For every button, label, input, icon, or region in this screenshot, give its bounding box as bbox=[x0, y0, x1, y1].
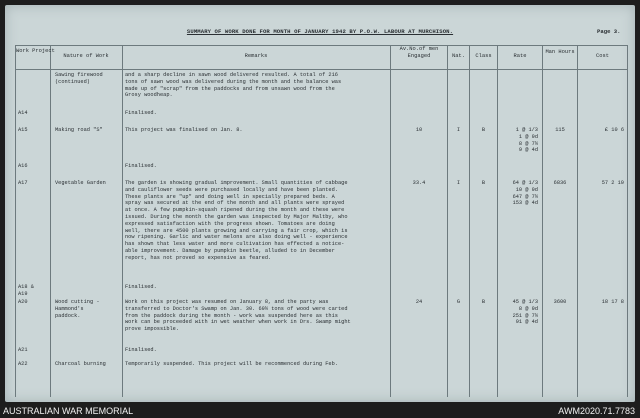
row-rate-line: 1 @ 1/3 bbox=[515, 127, 538, 133]
table-right-border bbox=[627, 45, 628, 397]
row-project-id: A16 bbox=[18, 163, 28, 169]
row-nature-of-work-line: (continued) bbox=[55, 78, 90, 85]
row-remarks-line: The garden is showing gradual improvement. Small quantities of cabbage bbox=[125, 180, 348, 186]
col-head-man-hours: Man Hours bbox=[545, 49, 575, 55]
row-nature-of-work bbox=[55, 361, 121, 368]
row-remarks-line: well, there are 4500 plants growing and carrying a fair crop, which is bbox=[125, 227, 348, 234]
row-nature-of-work bbox=[55, 72, 121, 86]
row-nat-line: I bbox=[456, 127, 461, 133]
row-project-id: A15 bbox=[18, 127, 28, 133]
row-nat-line: G bbox=[456, 299, 461, 305]
col-head-class: Class bbox=[475, 53, 492, 59]
row-project-id: A18 & A19 bbox=[18, 284, 34, 297]
row-remarks bbox=[125, 72, 387, 99]
row-remarks-line: This project was finalised on Jan. 8. bbox=[125, 127, 243, 133]
row-nature-of-work-line: Hammond's bbox=[55, 305, 84, 312]
row-cost bbox=[578, 127, 624, 134]
row-nat bbox=[448, 180, 469, 187]
column-divider bbox=[469, 45, 470, 397]
col-head-remarks: Remarks bbox=[244, 53, 268, 59]
row-rate-line: 1 @ 9d bbox=[518, 133, 538, 140]
row-remarks bbox=[125, 127, 387, 134]
row-project-id: A14 bbox=[18, 110, 28, 116]
row-man-hours-line: 115 bbox=[555, 127, 565, 133]
row-remarks-line: Grosy woodheap. bbox=[125, 92, 173, 99]
row-remarks-line: has shown that less water and more cultivation has effected a notice- bbox=[125, 241, 345, 248]
row-man-hours bbox=[543, 180, 577, 187]
row-rate bbox=[498, 299, 538, 326]
row-remarks-line: transferred to Doctor's Swamp on Jan. 30. 69½ tons of wood were carted bbox=[125, 305, 348, 312]
row-remarks-line: Finalised. bbox=[125, 347, 157, 353]
row-class bbox=[470, 299, 497, 306]
row-class-line: B bbox=[481, 299, 486, 305]
archive-credit: AUSTRALIAN WAR MEMORIAL bbox=[3, 406, 134, 416]
row-rate-line: 10 @ 9d bbox=[515, 186, 538, 193]
row-remarks-line: and a sharp decline in sawn wood delivered resulted. A total of 216 bbox=[125, 72, 338, 78]
table-top-rule bbox=[15, 45, 627, 46]
row-remarks-line: tons of sawn wood was delivered during the month and the balance was bbox=[125, 78, 342, 85]
column-divider bbox=[50, 45, 51, 397]
row-remarks-line: from the paddock during the month - work was suspended here as this bbox=[125, 312, 338, 319]
row-remarks bbox=[125, 163, 387, 170]
row-project-id: A22 bbox=[18, 361, 28, 367]
row-man-hours-line: 3600 bbox=[553, 299, 567, 305]
row-rate-line: 91 @ 4d bbox=[515, 319, 538, 326]
row-remarks bbox=[125, 361, 387, 368]
row-remarks-line: These plants are "up" and doing well in specially prepared beds. A bbox=[125, 193, 335, 200]
row-nature-of-work bbox=[55, 180, 121, 187]
row-cost bbox=[578, 299, 624, 306]
col-head-nature: Nature of Work bbox=[63, 53, 109, 59]
row-cost bbox=[578, 180, 624, 187]
archive-reference: AWM2020.71.7783 bbox=[558, 406, 635, 416]
row-nat bbox=[448, 127, 469, 134]
column-divider bbox=[542, 45, 543, 397]
row-nature-of-work-line: Vegetable Garden bbox=[55, 180, 106, 186]
row-remarks-line: and cauliflower seeds were purchased locally and have been planted. bbox=[125, 186, 338, 193]
row-rate-line: 45 @ 1/3 bbox=[512, 299, 538, 305]
row-cost-line: £ 10 6 bbox=[604, 127, 624, 133]
row-nature-of-work-line: Sawing firewood bbox=[55, 72, 103, 78]
row-remarks-line: spray was secured at the end of the month and all plants were sprayed bbox=[125, 200, 345, 207]
row-man-hours bbox=[543, 127, 577, 134]
row-nature-of-work-line: Charcoal burning bbox=[55, 361, 106, 367]
row-remarks bbox=[125, 180, 387, 262]
row-class bbox=[470, 127, 497, 134]
row-remarks-line: now ripening. Garlic and water melons are also doing well - experience bbox=[125, 234, 348, 241]
row-nature-of-work-line: paddock. bbox=[55, 312, 81, 319]
row-class bbox=[470, 180, 497, 187]
page-number: Page 3. bbox=[597, 28, 621, 35]
row-remarks bbox=[125, 284, 387, 291]
row-av-men bbox=[391, 127, 447, 134]
row-class-line: B bbox=[481, 180, 486, 186]
table-header-rule bbox=[15, 69, 627, 70]
row-nature-of-work bbox=[55, 127, 121, 134]
row-rate-line: 8 @ 7½ bbox=[518, 140, 538, 147]
row-project-id: A17 bbox=[18, 180, 28, 186]
row-rate-line: 8 @ 9d bbox=[518, 305, 538, 312]
col-head-cost: Cost bbox=[596, 53, 609, 59]
column-divider bbox=[497, 45, 498, 397]
row-av-men-line: 10 bbox=[415, 127, 423, 133]
row-remarks-line: Work on this project was resumed on January 8, and the party was bbox=[125, 299, 329, 305]
row-nature-of-work bbox=[55, 299, 121, 319]
row-av-men-line: 33.4 bbox=[412, 180, 426, 186]
row-rate-line: 9 @ 4d bbox=[518, 147, 538, 154]
row-cost-line: 18 17 8 bbox=[601, 299, 624, 305]
column-divider bbox=[447, 45, 448, 397]
row-rate-line: 647 @ 7½ bbox=[512, 193, 538, 200]
row-rate-line: 153 @ 4d bbox=[512, 200, 538, 207]
row-remarks-line: Finalised. bbox=[125, 163, 157, 169]
col-head-nat: Nat. bbox=[452, 53, 465, 59]
document-page bbox=[5, 5, 635, 402]
col-head-project: Work Project bbox=[16, 48, 55, 54]
row-av-men-line: 24 bbox=[415, 299, 423, 305]
row-nature-of-work-line: Making road "S" bbox=[55, 127, 103, 133]
column-divider bbox=[577, 45, 578, 397]
column-divider bbox=[390, 45, 391, 397]
document-title: SUMMARY OF WORK DONE FOR MONTH OF JANUARY 1942 BY P.O.W. LABOUR AT MURCHISON. bbox=[186, 28, 454, 35]
col-head-av-no: Av.No.of men Engaged bbox=[399, 46, 439, 59]
row-man-hours bbox=[543, 299, 577, 306]
row-remarks-line: Temporarily suspended. This project will be recommenced during Feb. bbox=[125, 361, 338, 367]
row-remarks bbox=[125, 110, 387, 117]
row-av-men bbox=[391, 180, 447, 187]
row-remarks-line: Finalised. bbox=[125, 110, 157, 116]
row-remarks-line: prove impossible. bbox=[125, 326, 180, 333]
row-rate-line: 251 @ 7½ bbox=[512, 312, 538, 319]
row-project-id: A20 bbox=[18, 299, 28, 305]
row-nat-line: I bbox=[456, 180, 461, 186]
row-rate bbox=[498, 180, 538, 207]
row-cost-line: 57 2 10 bbox=[601, 180, 624, 186]
row-nature-of-work-line: Wood cutting - bbox=[55, 299, 100, 305]
row-remarks bbox=[125, 347, 387, 354]
row-class-line: B bbox=[481, 127, 486, 133]
table-left-border bbox=[15, 45, 16, 397]
row-man-hours-line: 6836 bbox=[553, 180, 567, 186]
row-remarks-line: able improvement. Damage by pumpkin beetle, alluded to in December bbox=[125, 247, 335, 254]
row-nat bbox=[448, 299, 469, 306]
row-project-id: A21 bbox=[18, 347, 28, 353]
column-divider bbox=[122, 45, 123, 397]
row-remarks-line: expressed satisfaction with the progress shown. Tomatoes are doing bbox=[125, 220, 335, 227]
col-head-rate: Rate bbox=[513, 53, 527, 59]
row-remarks-line: issued. During the month the garden was inspected by Major Maltby, who bbox=[125, 213, 348, 220]
row-remarks-line: work can be proceeded with in wet weather when work in Drs. Swamp might bbox=[125, 319, 351, 326]
row-remarks bbox=[125, 299, 387, 333]
row-remarks-line: report, has not proved so expensive as feared. bbox=[125, 254, 272, 261]
row-av-men bbox=[391, 299, 447, 306]
row-rate-line: 64 @ 1/3 bbox=[512, 180, 538, 186]
row-remarks-line: at once. A few pumpkin-squash ripened during the month and these were bbox=[125, 207, 345, 214]
row-remarks-line: Finalised. bbox=[125, 284, 157, 290]
row-remarks-line: made up of "scrap" from the paddocks and from unsawn wood from the bbox=[125, 85, 335, 92]
row-rate bbox=[498, 127, 538, 154]
